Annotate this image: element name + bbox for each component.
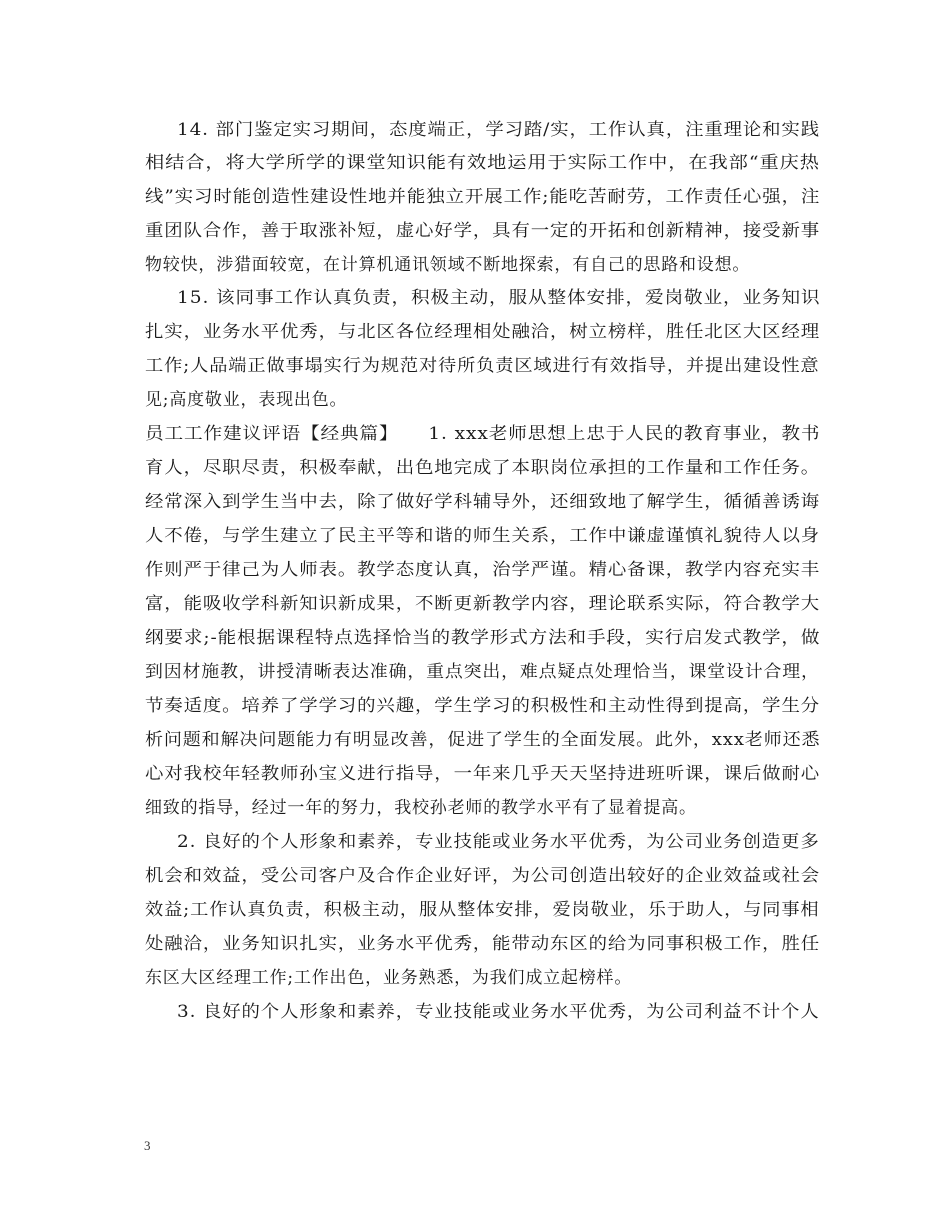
paragraph-14-line-5: 物较快，涉猎面较宽，在计算机通讯领域不断地探索，有自己的思路和设想。	[145, 255, 751, 275]
paragraph-14-line-4: 重团队合作，善于取涨补短，虚心好学，具有一定的开拓和创新精神，接受新事	[145, 221, 821, 241]
paragraph-1-line-6: 富，能吸收学科新知识新成果，不断更新教学内容，理论联系实际，符合教学大	[145, 594, 821, 614]
paragraph-2-line-4: 处融洽，业务知识扎实，业务水平优秀，能带动东区的给为同事积极工作，胜任	[145, 934, 821, 954]
paragraph-15-line-2: 扎实，业务水平优秀，与北区各位经理相处融洽，树立榜样，胜任北区大区经理	[145, 322, 821, 342]
paragraph-15-line-1: 15. 该同事工作认真负责，积极主动，服从整体安排，爱岗敬业，业务知识	[177, 288, 821, 308]
section-heading-line: 员工工作建议评语【经典篇】 1. xxx老师思想上忠于人民的教育事业，教书	[145, 424, 821, 444]
paragraph-15-line-3: 工作;人品端正做事塌实行为规范对待所负责区域进行有效指导，并提出建设性意	[145, 356, 820, 376]
paragraph-14-line-1: 14. 部门鉴定实习期间，态度端正，学习踏/实，工作认真，注重理论和实践	[177, 120, 820, 140]
paragraph-1-line-3: 经常深入到学生当中去，除了做好学科辅导外，还细致地了解学生，循循善诱诲	[145, 492, 821, 512]
paragraph-15-line-4: 见;高度敬业，表现出色。	[145, 390, 348, 410]
paragraph-1-line-10: 析问题和解决问题能力有明显改善，促进了学生的全面发展。此外，xxx老师还悉	[145, 730, 821, 750]
paragraph-14-line-2: 相结合，将大学所学的课堂知识能有效地运用于实际工作中，在我部“重庆热	[145, 153, 820, 173]
paragraph-14-line-3: 线”实习时能创造性建设性地并能独立开展工作;能吃苦耐劳，工作责任心强，注	[145, 187, 821, 207]
paragraph-3-line-1: 3. 良好的个人形象和素养，专业技能或业务水平优秀，为公司利益不计个人	[177, 1002, 820, 1022]
paragraph-1-line-12: 细致的指导，经过一年的努力，我校孙老师的教学水平有了显着提高。	[145, 798, 697, 818]
paragraph-1-line-8: 到因材施教，讲授清晰表达准确，重点突出，难点疑点处理恰当，课堂设计合理，	[145, 662, 820, 682]
paragraph-1-line-2: 育人，尽职尽责，积极奉献，出色地完成了本职岗位承担的工作量和工作任务。	[145, 458, 821, 478]
paragraph-1-line-5: 作则严于律己为人师表。教学态度认真，治学严谨。精心备课，教学内容充实丰	[145, 560, 821, 580]
paragraph-2-line-5: 东区大区经理工作;工作出色，业务熟悉，为我们成立起榜样。	[145, 968, 633, 988]
page-number: 3	[144, 1138, 151, 1153]
paragraph-1-line-7: 纲要求;-能根据课程特点选择恰当的教学形式方法和手段，实行启发式教学，做	[145, 628, 821, 648]
paragraph-1-line-11: 心对我校年轻教师孙宝义进行指导，一年来几乎天天坚持进班听课，课后做耐心	[145, 764, 821, 784]
paragraph-2-line-3: 效益;工作认真负责，积极主动，服从整体安排，爱岗敬业，乐于助人，与同事相	[145, 900, 820, 920]
paragraph-1-line-4: 人不倦，与学生建立了民主平等和谐的师生关系，工作中谦虚谨慎礼貌待人以身	[145, 526, 821, 546]
paragraph-1-line-9: 节奏适度。培养了学学习的兴趣，学生学习的积极性和主动性得到提高，学生分	[145, 696, 821, 716]
paragraph-2-line-2: 机会和效益，受公司客户及合作企业好评，为公司创造出较好的企业效益或社会	[145, 866, 821, 886]
paragraph-2-line-1: 2. 良好的个人形象和素养，专业技能或业务水平优秀，为公司业务创造更多	[177, 832, 820, 852]
